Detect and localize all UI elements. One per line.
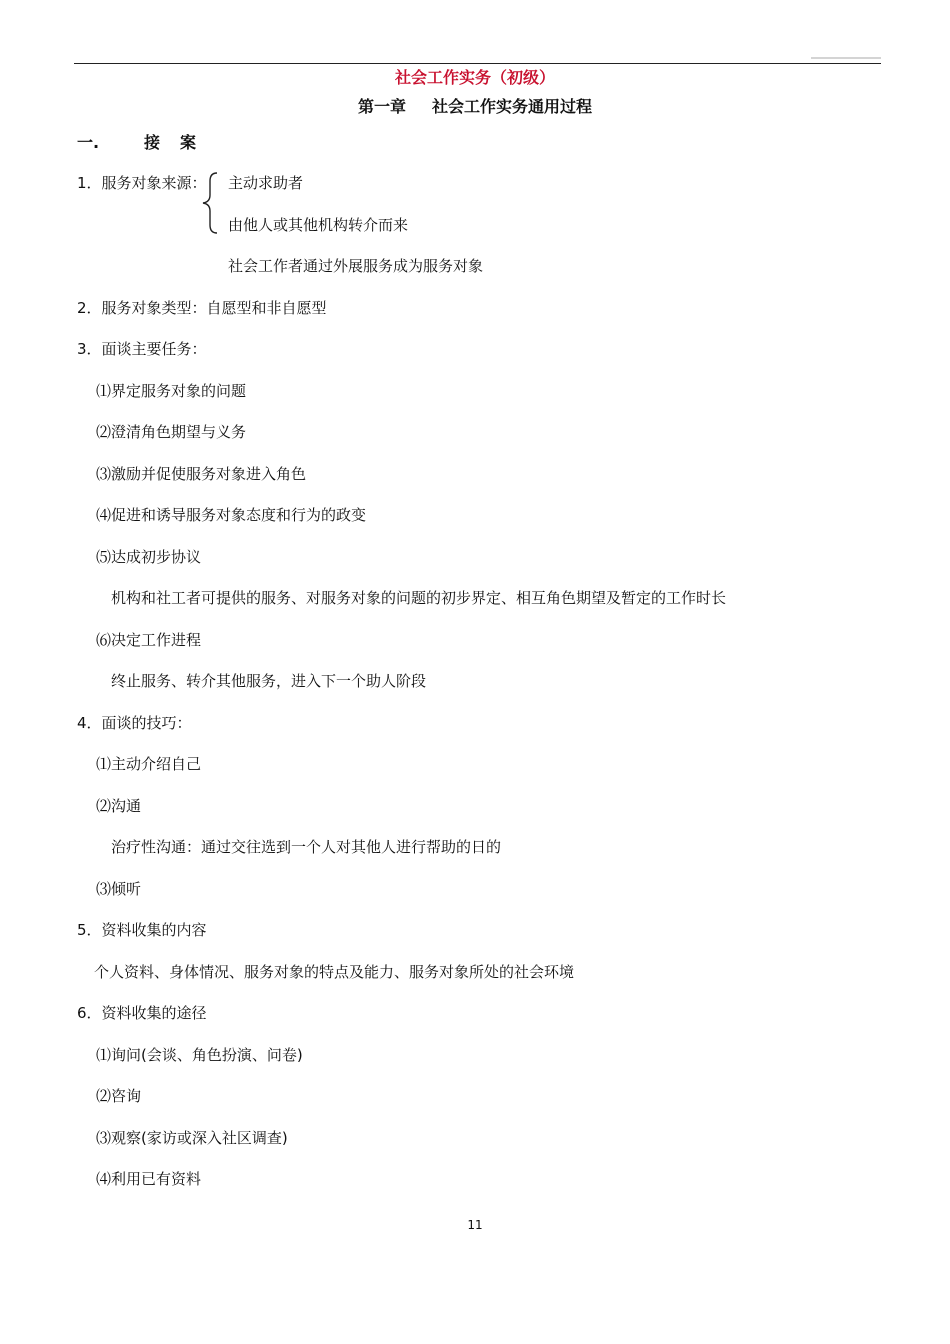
channel-3: ⑶观察(家访或深入社区调查) xyxy=(96,1129,288,1147)
section-title: 接案 xyxy=(144,133,217,152)
data-content-detail: 个人资料、身体情况、服务对象的特点及能力、服务对象所处的社会环境 xyxy=(94,963,575,981)
channel-4: ⑷利用已有资料 xyxy=(96,1170,202,1188)
channel-2: ⑵咨询 xyxy=(96,1087,142,1105)
skill-2-detail: 治疗性沟通：通过交往选到一个人对其他人进行帮助的日的 xyxy=(111,838,502,856)
chapter-title: 社会工作实务通用过程 xyxy=(432,97,593,116)
task-2: ⑵澄清角色期望与义务 xyxy=(96,423,247,441)
task-1: ⑴界定服务对象的问题 xyxy=(96,382,247,400)
skill-1: ⑴主动介绍自己 xyxy=(96,755,202,773)
chapter-heading xyxy=(0,97,950,117)
item-3-interview-tasks: 3．面谈主要任务： xyxy=(77,340,207,358)
section-number: 一. xyxy=(77,133,100,152)
task-6-detail: 终止服务、转介其他服务，进入下一个助人阶段 xyxy=(111,672,427,690)
header-rule xyxy=(74,63,881,64)
item-2-client-types: 2．服务对象类型：自愿型和非自愿型 xyxy=(77,299,327,317)
task-5: ⑸达成初步协议 xyxy=(96,548,202,566)
task-3: ⑶激励并促使服务对象进入角色 xyxy=(96,465,307,483)
left-brace-icon xyxy=(198,171,220,235)
skill-3: ⑶倾听 xyxy=(96,880,142,898)
header-corner-line xyxy=(811,57,881,59)
item-1-source-label: 1．服务对象来源： xyxy=(77,174,207,192)
section-heading xyxy=(77,133,217,153)
document-title: 社会工作实务（初级） xyxy=(394,68,555,87)
task-5-detail: 机构和社工者可提供的服务、对服务对象的问题的初步界定、相互角色期望及暂定的工作时长 xyxy=(111,589,727,607)
channel-1: ⑴询问(会谈、角色扮演、问卷) xyxy=(96,1046,303,1064)
source-option-3: 社会工作者通过外展服务成为服务对象 xyxy=(228,257,484,275)
source-option-1: 主动求助者 xyxy=(228,174,304,192)
skill-2: ⑵沟通 xyxy=(96,797,142,815)
chapter-number: 第一章 xyxy=(357,97,406,116)
item-4-interview-skills: 4．面谈的技巧： xyxy=(77,714,192,732)
item-5-data-content: 5．资料收集的内容 xyxy=(77,921,207,939)
page-number: 11 xyxy=(467,1218,483,1232)
source-option-2: 由他人或其他机构转介而来 xyxy=(228,216,409,234)
task-4: ⑷促进和诱导服务对象态度和行为的政变 xyxy=(96,506,367,524)
task-6: ⑹决定工作进程 xyxy=(96,631,202,649)
item-6-data-channels: 6．资料收集的途径 xyxy=(77,1004,207,1022)
